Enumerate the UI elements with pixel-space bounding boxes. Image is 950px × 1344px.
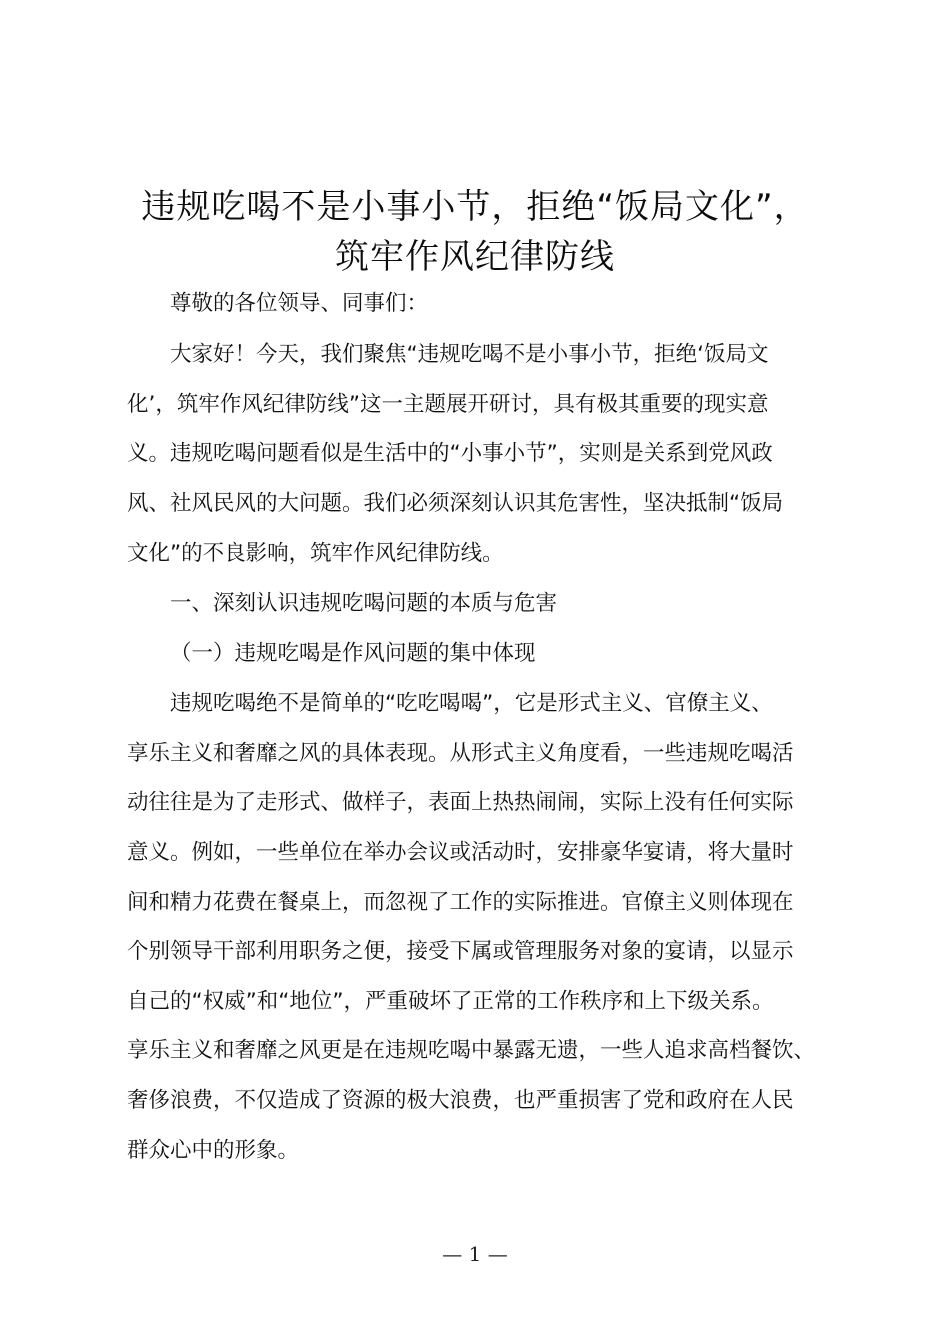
section-heading: 一、深刻认识违规吃喝问题的本质与危害: [170, 591, 558, 616]
intro-line: 风、社风民风的大问题。我们必须深刻认识其危害性，坚决抵制“饭局: [127, 491, 784, 516]
body-line: 享乐主义和奢靡之风的具体表现。从形式主义角度看，一些违规吃喝活: [127, 741, 794, 766]
body-line: 个别领导干部利用职务之便，接受下属或管理服务对象的宴请，以显示: [127, 939, 794, 964]
body-line: 违规吃喝绝不是简单的“吃吃喝喝”，它是形式主义、官僚主义、: [170, 691, 773, 716]
body-line: 群众心中的形象。: [127, 1138, 300, 1163]
document-title-line-2: 筑牢作风纪律防线: [335, 237, 615, 277]
intro-line: 化’，筑牢作风纪律防线”这一主题展开研讨，具有极其重要的现实意: [127, 392, 769, 417]
intro-line: 义。违规吃喝问题看似是生活中的“小事小节”，实则是关系到党风政: [127, 441, 773, 466]
body-line: 自己的“权威”和“地位”，严重破坏了正常的工作秩序和上下级关系。: [127, 989, 774, 1014]
body-line: 动往往是为了走形式、做样子，表面上热热闹闹，实际上没有任何实际: [127, 790, 794, 815]
subsection-heading: （一）违规吃喝是作风问题的集中体现: [170, 641, 536, 666]
body-line: 意义。例如，一些单位在举办会议或活动时，安排豪华宴请，将大量时: [127, 840, 794, 865]
body-line: 奢侈浪费，不仅造成了资源的极大浪费，也严重损害了党和政府在人民: [127, 1088, 794, 1113]
intro-line: 大家好！今天，我们聚焦“违规吃喝不是小事小节，拒绝‘饭局文: [170, 342, 769, 367]
salutation: 尊敬的各位领导、同事们：: [170, 291, 429, 316]
page-number: — 1 —: [442, 1242, 508, 1266]
intro-line: 文化”的不良影响，筑牢作风纪律防线。: [127, 541, 504, 566]
body-line: 享乐主义和奢靡之风更是在违规吃喝中暴露无遗，一些人追求高档餐饮、: [127, 1038, 816, 1063]
document-title-line-1: 违规吃喝不是小事小节，拒绝“饭局文化”，: [141, 187, 809, 227]
body-line: 间和精力花费在餐桌上，而忽视了工作的实际推进。官僚主义则体现在: [127, 890, 794, 915]
